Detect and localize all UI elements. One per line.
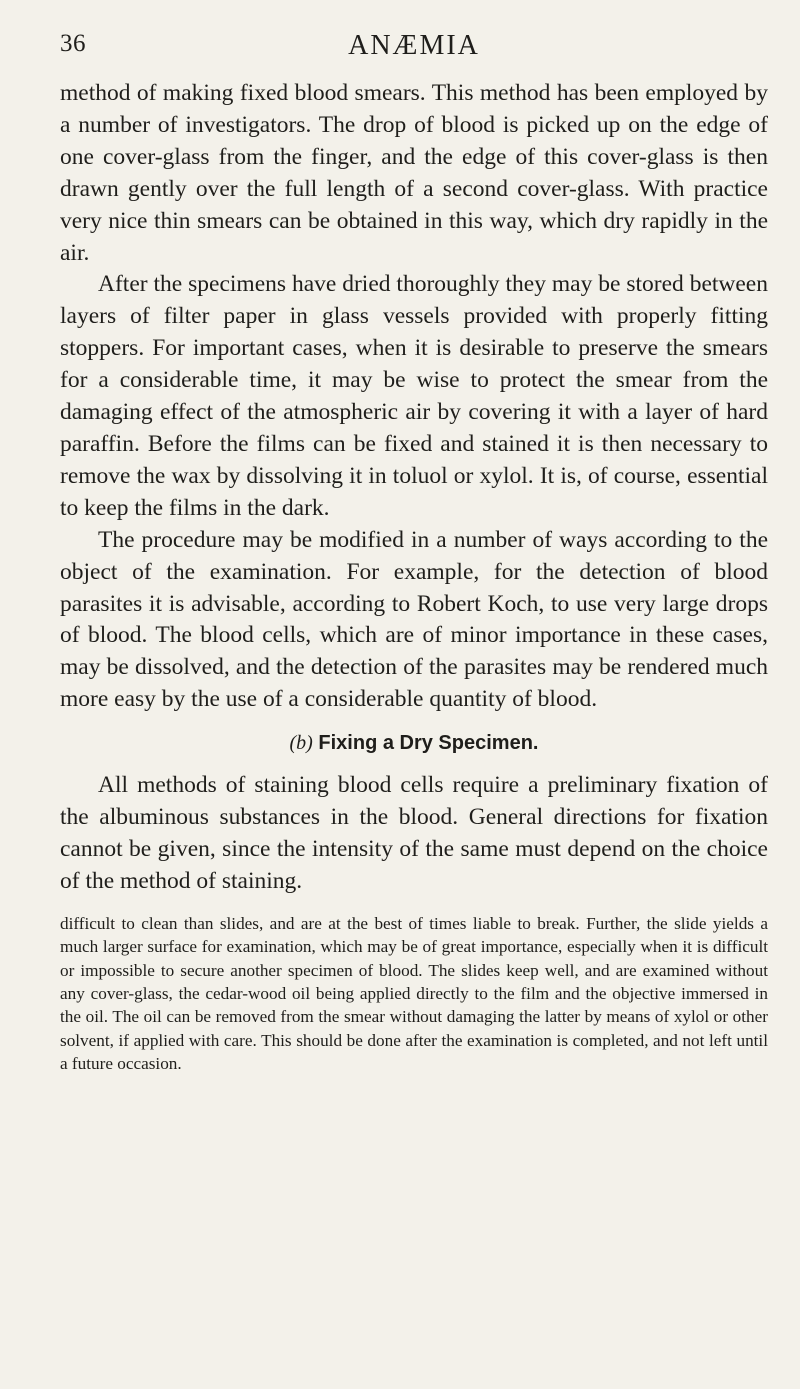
- body-text: [60, 78, 768, 898]
- paragraph: After the specimens have dried thoroughly they may be stored between layers of filter paper in glass vessels provided with properly fitting stoppers. For important cases, when it is desirable to preserve the smears for a considerable time, it may be wise to protect the smear from the damaging effect of the atmospheric air by covering it with a layer of hard paraffin. Before the films can be fixed and stained it is then necessary to remove the wax by dissolving it in toluol or xylol. It is, of course, essential to keep the films in the dark.: [60, 271, 768, 521]
- paragraph-continued: method of making fixed blood smears. This method has been employed by a number of investigators. The drop of blood is picked up on the edge of one cover-glass from the finger, and the edge of this cover-glass is then drawn gently over the full length of a second cover-glass. With practice very nice thin smears can be obtained in this way, which dry rapidly in the air.: [60, 80, 768, 266]
- section-title: Fixing a Dry Specimen.: [318, 732, 539, 755]
- paragraph: All methods of staining blood cells require a preliminary fixation of the albuminous substances in the blood. General directions for fixation cannot be given, since the intensity of the same must depend on the choice of the method of staining.: [60, 772, 768, 894]
- running-title: ANÆMIA: [348, 30, 480, 61]
- paragraph: The procedure may be modified in a number of ways according to the object of the examination. For example, for the detection of blood parasites it is advisable, according to Robert Koch, to use very large drops of blood. The blood cells, which are of minor importance in these cases, may be dissolved, and the detection of the parasites may be rendered much more easy by the use of a considerable quantity of blood.: [60, 526, 768, 713]
- book-page: [60, 30, 768, 1076]
- section-letter: (b): [289, 732, 313, 755]
- page-number: 36: [60, 30, 86, 57]
- section-heading: [60, 730, 768, 756]
- running-head: [60, 30, 768, 78]
- footnote: difficult to clean than slides, and are at the best of times liable to break. Further, the slide yields a much larger surface for examination, which may be of great importance, especially when it is difficult or impossible to secure another specimen of blood. The slides keep well, and are examined without any cover-glass, the cedar-wood oil being applied directly to the film and the objective immersed in the oil. The oil can be removed from the smear without damaging the latter by means of xylol or other solvent, if applied with care. This should be done after the examination is completed, and not left until a future occasion.: [60, 913, 768, 1074]
